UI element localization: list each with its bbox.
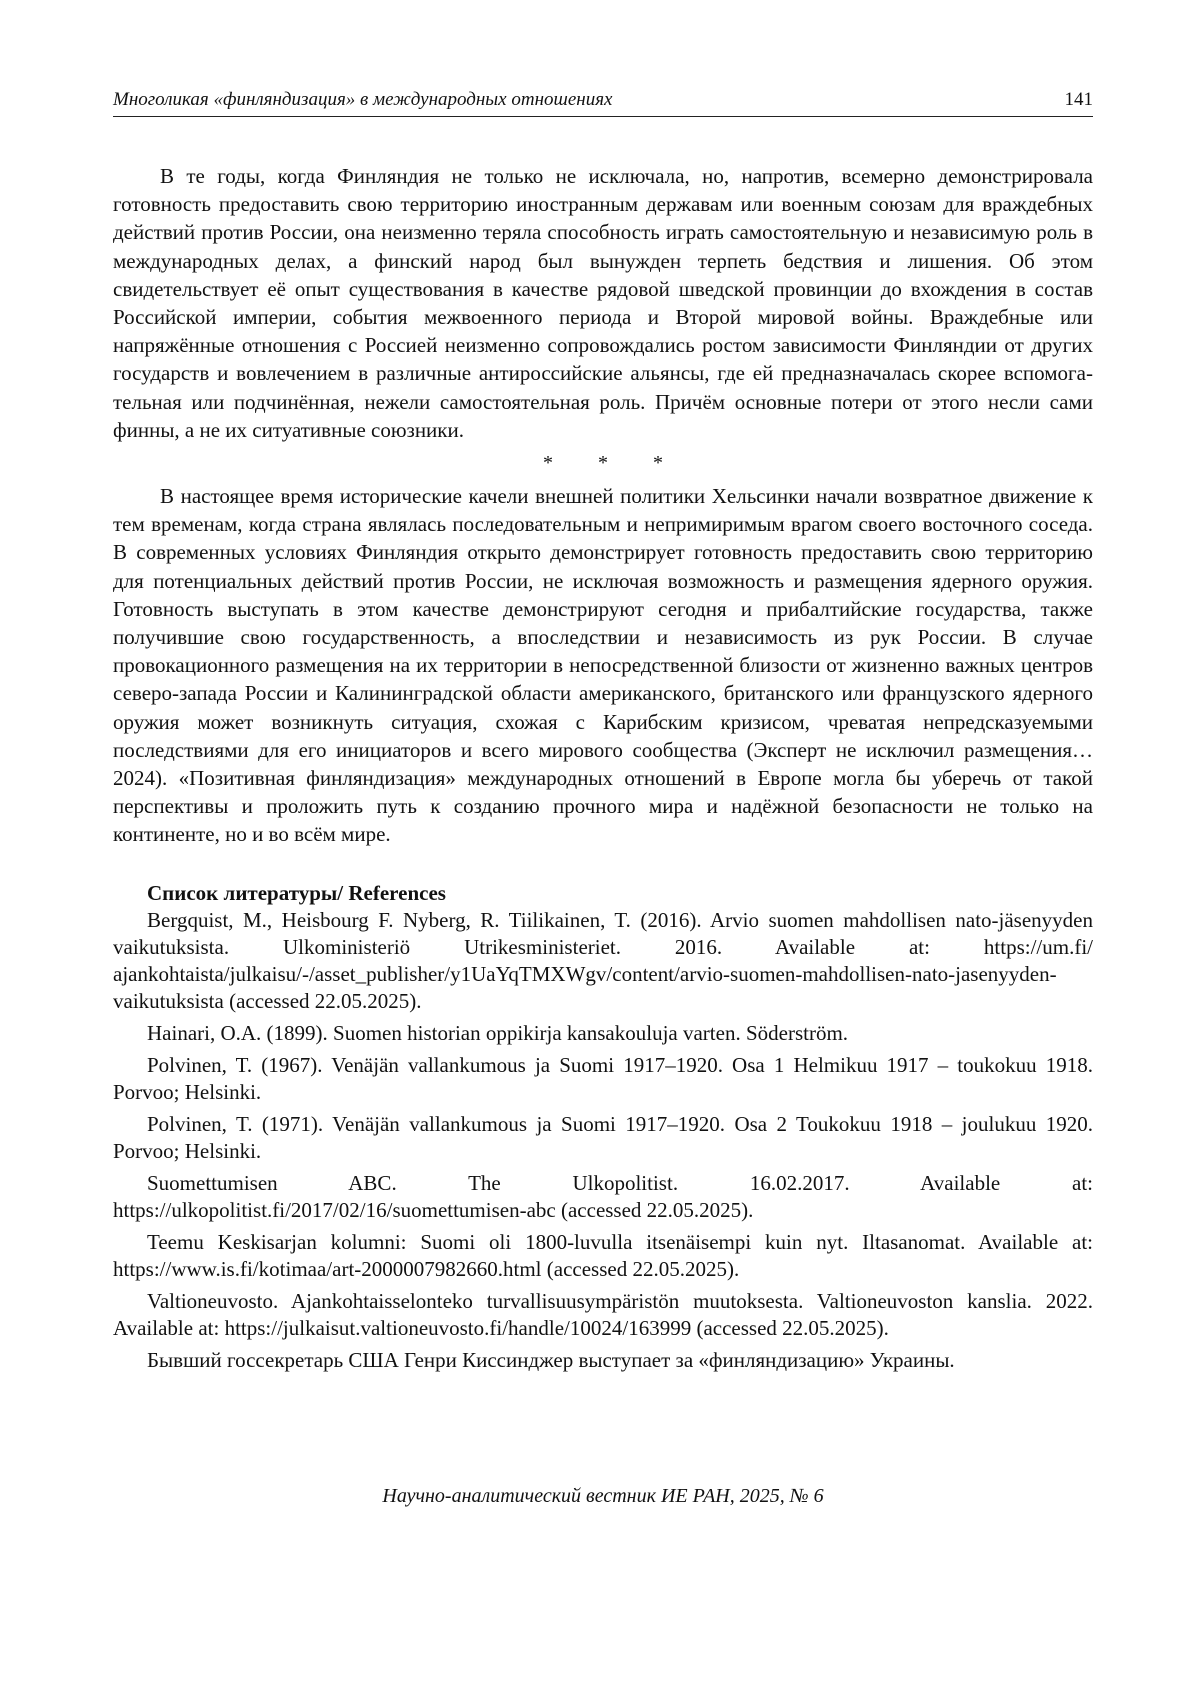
reference-item: Valtioneuvosto. Ajankohtaisselonteko turvallisuusympäristön muutoksesta. Valtioneuvoston kanslia. 2022. Available at: https://julkaisut.valtioneuvosto.fi/handle/10024/163999 (accessed 22.05.2025). (113, 1288, 1093, 1340)
reference-item: Hainari, O.A. (1899). Suomen historian oppikirja kansakouluja varten. Söderström. (147, 1020, 849, 1045)
article-body (113, 162, 1093, 1374)
references-heading: Список литературы/ References (147, 880, 446, 905)
body-paragraph: В настоящее время исторические качели внешней политики Хельсинки начали возвратное движение к тем временам, когда страна являлась последовательным и непримиримым врагом своего восточного соседа. В современных условиях Финляндия открыто демонстрирует готовность предоставить свою территорию для потенциальных действий против России, не исключая возможность и размещения ядерного оружия. Готовность выступать в этом качестве демонстрируют сегодня и прибалтийские государства, также получившие свою государственность, а впоследствии и независимость из рук России. В случае провокационного размещения на их территории в непосредственной близости от жизненно важных центров северо-запада России и Калининградской области американского, британского или французского ядерного оружия может возникнуть ситуация, схожая с Карибским кризисом, чреватая непредсказуемыми последствиями для его инициаторов и всего мирового сообщества (Эксперт не исключил размещения… 2024). «Позитивная финляндизация» международных отношений в Европе могла бы уберечь от такой перспективы и проложить путь к созданию прочного мира и надёжной безопасности не только на континенте, но и во всём мире. (113, 484, 1093, 847)
reference-item: Бывший госсекретарь США Генри Киссинджер выступает за «финляндизацию» Украины. (147, 1347, 955, 1372)
running-footer: Научно-аналитический вестник ИЕ РАН, 2025, № 6 (382, 1485, 824, 1507)
reference-item: Suomettumisen ABC. The Ulkopolitist. 16.02.2017. Available at: https://ulkopolitist.fi/2017/02/16/suomettumisen-abc (accessed 22.05.2025). (113, 1170, 1093, 1222)
running-header (113, 86, 1093, 117)
references-list (113, 907, 1093, 1374)
reference-item: Bergquist, M., Heisbourg F. Nyberg, R. Tiilikainen, T. (2016). Arvio suomen mahdollisen nato-jäsenyyden vaikutuksista. Ulkoministeriö Utrikesministeriet. 2016. Available at: https://um.fi/ ajankohtaista/julkaisu/-/asset_publisher/y1UaYqTMXWgv/content/arvio-suomen-mahdollisen-nato-jasenyyden-vaikutuksista (accessed 22.05.2025). (113, 907, 1093, 1013)
section-separator: * * * (543, 452, 663, 475)
reference-item: Polvinen, T. (1971). Venäjän vallankumous ja Suomi 1917–1920. Osa 2 Toukokuu 1918 – joulukuu 1920. Porvoo; Helsinki. (113, 1111, 1093, 1163)
reference-item: Polvinen, T. (1967). Venäjän vallankumous ja Suomi 1917–1920. Osa 1 Helmikuu 1917 – toukokuu 1918. Porvoo; Helsinki. (113, 1052, 1093, 1104)
reference-item: Teemu Keskisarjan kolumni: Suomi oli 1800-luvulla itsenäisempi kuin nyt. Iltasanomat. Available at: https://www.is.fi/kotimaa/art-2000007982660.html (accessed 22.05.2025). (113, 1229, 1093, 1281)
running-header-title: Многоликая «финляндизация» в международных отношениях (113, 89, 613, 110)
body-paragraph: В те годы, когда Финляндия не только не исключала, но, напротив, всемерно демонстрировала готовность предоставить свою территорию иностранным державам или военным союзам для враждебных действий против России, она неизменно теряла способность играть самостоятельную и независимую роль в международных делах, а финский народ был вынужден терпеть бедствия и лишения. Об этом свидетельствует её опыт существования в качестве рядовой шведской провинции до вхождения в состав Российской империи, события межвоенного периода и Второй мировой войны. Враждебные или напряжённые отношения с Россией неизменно сопровождались ростом зависимости Финляндии от других государств и вовлечением в различные антироссийские альянсы, где ей предназначалась скорее вспомогательная или подчинённая, нежели самостоятельная роль. Причём основные потери от этого несли сами финны, а не их ситуативные союзники. (113, 164, 1093, 442)
page-number: 141 (1064, 89, 1093, 110)
